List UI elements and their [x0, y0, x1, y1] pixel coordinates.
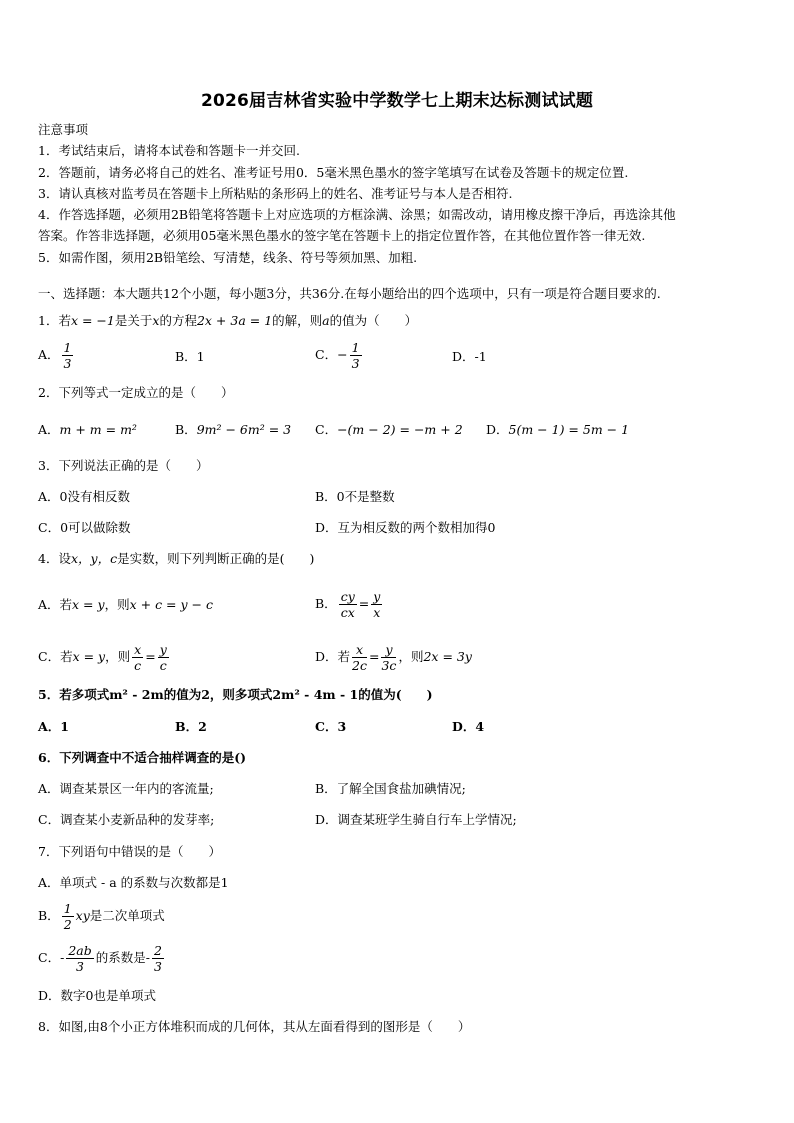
question-2-option-d: D．5(m − 1) = 5m − 1 [486, 422, 630, 437]
question-5-option-a: A．1 [38, 719, 69, 734]
note-item-3: 3．请认真核对监考员在答题卡上所粘贴的条形码上的姓名、准考证号与本人是否相符. [38, 186, 513, 201]
question-3-option-a: A．0没有相反数 [38, 489, 130, 504]
question-6-option-b: B．了解全国食盐加碘情况; [315, 781, 466, 796]
note-item-4: 4．作答选择题，必须用2B铅笔将答题卡上对应选项的方框涂满、涂黑；如需改动，请用橡皮擦干净后，再选涂其他 [38, 207, 676, 222]
question-1-option-d: D．-1 [452, 349, 487, 364]
question-4-option-a: A．若x = y，则x + c = y − c [38, 597, 213, 612]
question-5-stem: 5．若多项式m² - 2m的值为2，则多项式2m² - 4m - 1的值为( ) [38, 687, 433, 702]
question-4-option-d: D．若 $\frac{x}{2c}$ = $\frac{y}{3c}$ ，则2x = 3y [315, 642, 472, 673]
question-2-stem: 2．下列等式一定成立的是（ ） [38, 385, 234, 400]
page-title: 2026届吉林省实验中学数学七上期末达标测试试题 [200, 91, 594, 111]
question-7-stem: 7．下列语句中错误的是（ ） [38, 844, 221, 859]
question-1-stem: 1．若x = −1是关于x的方程2x + 3a = 1的解，则a的值为（ ） [38, 313, 418, 328]
question-2-option-c: C．−(m − 2) = −m + 2 [315, 422, 463, 437]
question-3-stem: 3．下列说法正确的是（ ） [38, 458, 209, 473]
question-4-option-b: B． $\frac{cy}{cx}$ = $\frac{y}{x}$ [315, 589, 381, 620]
question-3-option-c: C．0可以做除数 [38, 520, 131, 535]
question-6-option-c: C．调查某小麦新品种的发芽率; [38, 812, 215, 827]
note-item-4-cont: 答案。作答非选择题，必须用05毫米黑色墨水的签字笔在答题卡上的指定位置作答，在其他位置作答一律无效. [38, 228, 646, 243]
note-item-5: 5．如需作图，须用2B铅笔绘、写清楚，线条、符号等须加黑、加粗. [38, 250, 418, 265]
question-6-option-a: A．调查某景区一年内的客流量; [38, 781, 214, 796]
note-item-2: 2．答题前，请务必将自己的姓名、准考证号用0．5毫米黑色墨水的签字笔填写在试卷及答题卡的规定位置. [38, 165, 629, 180]
note-item-1: 1．考试结束后，请将本试卷和答题卡一并交回. [38, 143, 300, 158]
section-heading: 一、选择题：本大题共12个小题，每小题3分，共36分.在每小题给出的四个选项中，只有一项是符合题目要求的. [38, 286, 661, 301]
question-1-option-c: C．− $\frac{1}{3}$ [315, 340, 360, 371]
question-4-option-c: C．若x = y，则 $\frac{x}{c}$ = $\frac{y}{c}$ [38, 642, 167, 673]
question-8-stem: 8．如图,由8个小正方体堆积而成的几何体，其从左面看得到的图形是（ ） [38, 1019, 471, 1034]
question-2-option-a: A．m + m = m² [38, 422, 137, 437]
notes-heading: 注意事项 [38, 122, 89, 137]
question-5-option-b: B．2 [175, 719, 207, 734]
question-6-option-d: D．调查某班学生骑自行车上学情况; [315, 812, 517, 827]
question-3-option-d: D．互为相反数的两个数相加得0 [315, 520, 496, 535]
question-1-option-b: B．1 [175, 349, 205, 364]
question-2-option-b: B．9m² − 6m² = 3 [175, 422, 292, 437]
question-7-option-c: C．- $\frac{2ab}{3}$ 的系数是- $\frac{2}{3}$ [38, 943, 162, 974]
question-7-option-d: D．数字0也是单项式 [38, 988, 156, 1003]
question-7-option-a: A．单项式 - a 的系数与次数都是1 [38, 875, 229, 890]
question-7-option-b: B． $\frac{1}{2}$ xy是二次单项式 [38, 901, 165, 932]
question-3-option-b: B．0不是整数 [315, 489, 395, 504]
question-5-option-d: D．4 [452, 719, 485, 734]
question-4-stem: 4．设x，y，c是实数，则下列判断正确的是( ) [38, 551, 315, 566]
question-5-option-c: C．3 [315, 719, 347, 734]
question-1-option-a: A． $\frac{1}{3}$ [38, 340, 72, 371]
question-6-stem: 6．下列调查中不适合抽样调查的是() [38, 750, 247, 765]
